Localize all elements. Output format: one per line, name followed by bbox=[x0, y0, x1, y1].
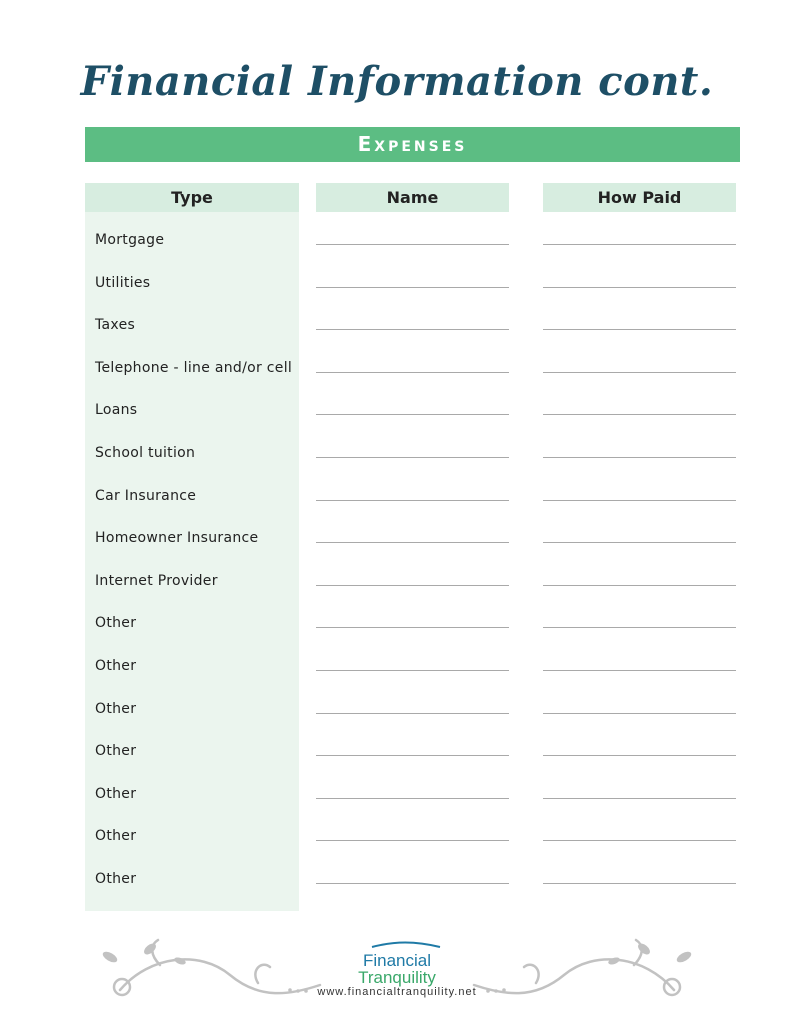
name-blank-line[interactable] bbox=[316, 457, 509, 458]
header-name: Name bbox=[316, 183, 509, 212]
logo-line1: Financial bbox=[362, 951, 432, 970]
name-blank-line[interactable] bbox=[316, 542, 509, 543]
logo-line2: Tranquility bbox=[358, 968, 436, 987]
how-paid-blank-line[interactable] bbox=[543, 713, 736, 714]
how-paid-blank-line[interactable] bbox=[543, 755, 736, 756]
page-title: Financial Information cont. bbox=[80, 58, 714, 105]
name-blank-line[interactable] bbox=[316, 500, 509, 501]
name-blank-line[interactable] bbox=[316, 670, 509, 671]
name-blank-line[interactable] bbox=[316, 372, 509, 373]
how-paid-blank-line[interactable] bbox=[543, 372, 736, 373]
expense-type-label: Taxes bbox=[95, 317, 136, 333]
name-blank-line[interactable] bbox=[316, 713, 509, 714]
name-blank-line[interactable] bbox=[316, 414, 509, 415]
name-blank-line[interactable] bbox=[316, 244, 509, 245]
name-blank-line[interactable] bbox=[316, 585, 509, 586]
expense-type-label: Utilities bbox=[95, 275, 151, 291]
expense-type-label: Other bbox=[95, 828, 137, 844]
how-paid-blank-line[interactable] bbox=[543, 329, 736, 330]
how-paid-blank-line[interactable] bbox=[543, 585, 736, 586]
name-blank-line[interactable] bbox=[316, 755, 509, 756]
name-blank-line[interactable] bbox=[316, 287, 509, 288]
how-paid-blank-line[interactable] bbox=[543, 244, 736, 245]
how-paid-blank-line[interactable] bbox=[543, 840, 736, 841]
how-paid-blank-line[interactable] bbox=[543, 627, 736, 628]
name-blank-line[interactable] bbox=[316, 798, 509, 799]
name-blank-line[interactable] bbox=[316, 840, 509, 841]
header-how-paid: How Paid bbox=[543, 183, 736, 212]
how-paid-blank-line[interactable] bbox=[543, 414, 736, 415]
name-blank-line[interactable] bbox=[316, 883, 509, 884]
how-paid-blank-line[interactable] bbox=[543, 542, 736, 543]
expense-type-label: Homeowner Insurance bbox=[95, 530, 259, 546]
section-banner: Expenses bbox=[85, 127, 740, 162]
how-paid-blank-line[interactable] bbox=[543, 500, 736, 501]
how-paid-blank-line[interactable] bbox=[543, 798, 736, 799]
expense-type-label: Car Insurance bbox=[95, 488, 197, 504]
expense-type-label: Other bbox=[95, 786, 137, 802]
expense-type-label: School tuition bbox=[95, 445, 196, 461]
expense-type-label: Other bbox=[95, 658, 137, 674]
expense-type-label: Other bbox=[95, 743, 137, 759]
expense-type-label: Telephone - line and/or cell bbox=[95, 360, 293, 376]
expense-type-label: Mortgage bbox=[95, 232, 165, 248]
expense-type-label: Loans bbox=[95, 402, 138, 418]
expense-type-label: Internet Provider bbox=[95, 573, 218, 589]
name-blank-line[interactable] bbox=[316, 329, 509, 330]
header-type: Type bbox=[85, 183, 299, 212]
expense-type-label: Other bbox=[95, 701, 137, 717]
expense-type-label: Other bbox=[95, 615, 137, 631]
how-paid-blank-line[interactable] bbox=[543, 457, 736, 458]
name-blank-line[interactable] bbox=[316, 627, 509, 628]
expense-type-label: Other bbox=[95, 871, 137, 887]
how-paid-blank-line[interactable] bbox=[543, 670, 736, 671]
how-paid-blank-line[interactable] bbox=[543, 287, 736, 288]
how-paid-blank-line[interactable] bbox=[543, 883, 736, 884]
footer-url: www.financialtranquility.net bbox=[317, 986, 477, 998]
